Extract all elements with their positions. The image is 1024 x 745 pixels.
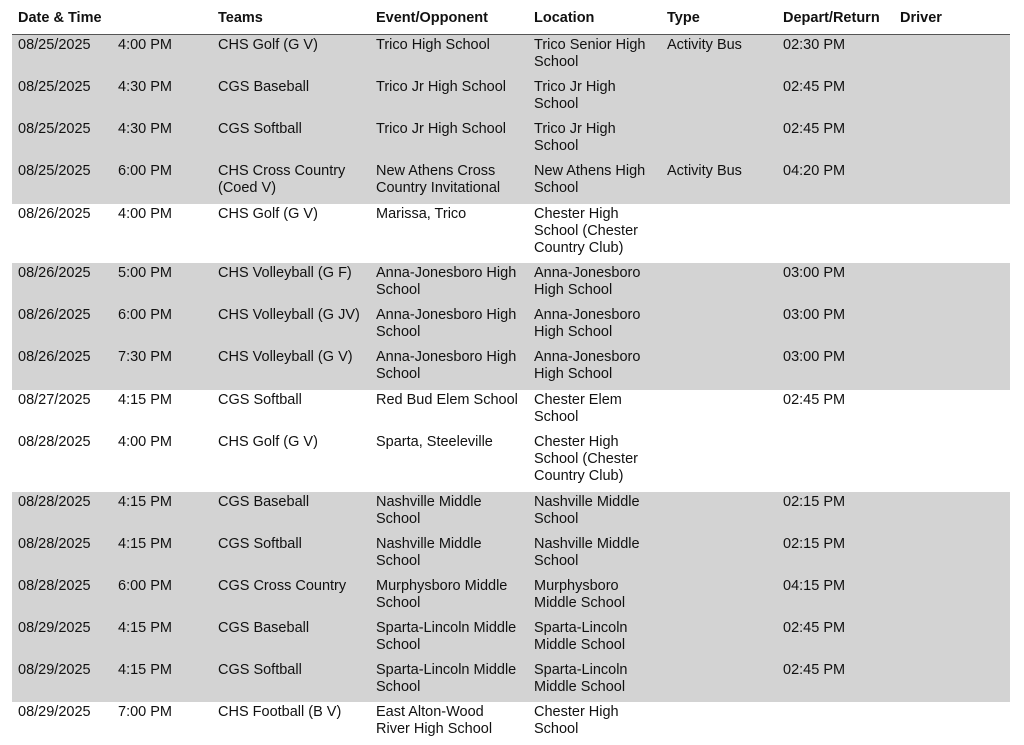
cell-event: Nashville Middle School — [376, 536, 482, 569]
cell-type: Activity Bus — [667, 163, 742, 179]
schedule-table — [12, 4, 1010, 742]
cell-team: CHS Golf (G V) — [218, 37, 318, 53]
cell-location: Chester High School (Chester Country Club) — [534, 434, 638, 484]
cell-location: Murphysboro Middle School — [534, 578, 626, 611]
cell-event: New Athens Cross Country Invitational — [376, 163, 501, 196]
cell-time: 4:00 PM — [118, 37, 172, 53]
cell-depart: 04:15 PM — [783, 578, 846, 594]
cell-time: 4:15 PM — [118, 536, 172, 552]
cell-depart: 02:45 PM — [783, 79, 846, 95]
cell-date: 08/25/2025 — [18, 37, 91, 53]
table-row — [12, 161, 1010, 204]
cell-date: 08/29/2025 — [18, 704, 91, 720]
cell-time: 4:00 PM — [118, 206, 172, 222]
header-location: Location — [534, 10, 595, 26]
cell-team: CHS Volleyball (G V) — [218, 349, 353, 365]
cell-time: 7:30 PM — [118, 349, 172, 365]
header-teams: Teams — [218, 10, 263, 26]
table-row — [12, 390, 1010, 432]
cell-event: Red Bud Elem School — [376, 392, 518, 408]
cell-event: Sparta-Lincoln Middle School — [376, 620, 517, 653]
cell-depart: 04:20 PM — [783, 163, 846, 179]
cell-date: 08/25/2025 — [18, 79, 91, 95]
cell-date: 08/28/2025 — [18, 536, 91, 552]
cell-event: Trico Jr High School — [376, 79, 507, 95]
table-row — [12, 119, 1010, 161]
cell-time: 4:00 PM — [118, 434, 172, 450]
cell-depart: 02:45 PM — [783, 392, 846, 408]
cell-event: Trico High School — [376, 37, 490, 53]
cell-time: 4:30 PM — [118, 79, 172, 95]
header-depart-return: Depart/Return — [783, 10, 880, 26]
cell-event: Sparta-Lincoln Middle School — [376, 662, 517, 695]
cell-time: 6:00 PM — [118, 307, 172, 323]
cell-location: Chester Elem School — [534, 392, 622, 425]
table-row — [12, 347, 1010, 390]
table-row — [12, 204, 1010, 263]
table-row — [12, 576, 1010, 618]
cell-time: 6:00 PM — [118, 578, 172, 594]
cell-location: Sparta-Lincoln Middle School — [534, 662, 628, 695]
cell-time: 7:00 PM — [118, 704, 172, 720]
cell-event: Anna-Jonesboro High School — [376, 265, 517, 298]
header-date-time: Date & Time — [18, 10, 102, 26]
header-driver: Driver — [900, 10, 942, 26]
cell-time: 4:15 PM — [118, 494, 172, 510]
cell-depart: 02:15 PM — [783, 494, 846, 510]
cell-team: CGS Softball — [218, 536, 302, 552]
cell-team: CHS Volleyball (G JV) — [218, 307, 360, 323]
cell-date: 08/28/2025 — [18, 578, 91, 594]
table-row — [12, 618, 1010, 660]
cell-team: CHS Volleyball (G F) — [218, 265, 352, 281]
cell-location: Anna-Jonesboro High School — [534, 307, 641, 340]
cell-location: Trico Senior High School — [534, 37, 646, 70]
cell-location: New Athens High School — [534, 163, 646, 196]
table-row — [12, 534, 1010, 576]
table-row — [12, 432, 1010, 492]
cell-date: 08/25/2025 — [18, 163, 91, 179]
cell-event: Murphysboro Middle School — [376, 578, 508, 611]
cell-date: 08/27/2025 — [18, 392, 91, 408]
cell-depart: 02:30 PM — [783, 37, 846, 53]
cell-team: CHS Golf (G V) — [218, 434, 318, 450]
cell-depart: 02:45 PM — [783, 121, 846, 137]
table-row — [12, 305, 1010, 347]
cell-event: Anna-Jonesboro High School — [376, 349, 517, 382]
table-header — [12, 4, 1010, 35]
table-row — [12, 263, 1010, 305]
cell-team: CGS Baseball — [218, 620, 310, 636]
table-row — [12, 702, 1010, 742]
cell-team: CGS Softball — [218, 662, 302, 678]
cell-time: 4:30 PM — [118, 121, 172, 137]
cell-date: 08/26/2025 — [18, 349, 91, 365]
cell-location: Anna-Jonesboro High School — [534, 349, 641, 382]
cell-date: 08/28/2025 — [18, 434, 91, 450]
cell-location: Nashville Middle School — [534, 494, 640, 527]
table-row — [12, 660, 1010, 702]
cell-team: CGS Baseball — [218, 79, 310, 95]
cell-time: 6:00 PM — [118, 163, 172, 179]
cell-time: 4:15 PM — [118, 620, 172, 636]
cell-event: Trico Jr High School — [376, 121, 507, 137]
cell-location: Anna-Jonesboro High School — [534, 265, 641, 298]
table-row — [12, 492, 1010, 534]
table-row — [12, 77, 1010, 119]
cell-team: CHS Golf (G V) — [218, 206, 318, 222]
cell-depart: 03:00 PM — [783, 307, 846, 323]
cell-depart: 02:15 PM — [783, 536, 846, 552]
cell-team: CGS Softball — [218, 121, 302, 137]
cell-team: CGS Cross Country — [218, 578, 347, 594]
cell-depart: 02:45 PM — [783, 620, 846, 636]
cell-event: Anna-Jonesboro High School — [376, 307, 517, 340]
cell-date: 08/26/2025 — [18, 307, 91, 323]
cell-event: Nashville Middle School — [376, 494, 482, 527]
cell-date: 08/28/2025 — [18, 494, 91, 510]
cell-date: 08/29/2025 — [18, 662, 91, 678]
cell-location: Chester High School (Chester Country Club) — [534, 206, 638, 256]
header-event: Event/Opponent — [376, 10, 488, 26]
cell-event: Marissa, Trico — [376, 206, 467, 222]
cell-time: 4:15 PM — [118, 392, 172, 408]
cell-event: Sparta, Steeleville — [376, 434, 493, 450]
cell-location: Nashville Middle School — [534, 536, 640, 569]
table-row — [12, 35, 1010, 77]
cell-location: Trico Jr High School — [534, 121, 616, 154]
cell-team: CGS Baseball — [218, 494, 310, 510]
cell-time: 4:15 PM — [118, 662, 172, 678]
cell-event: East Alton-Wood River High School — [376, 704, 493, 737]
cell-team: CHS Cross Country (Coed V) — [218, 163, 346, 196]
cell-date: 08/29/2025 — [18, 620, 91, 636]
cell-location: Sparta-Lincoln Middle School — [534, 620, 628, 653]
cell-location: Chester High School — [534, 704, 619, 737]
header-type: Type — [667, 10, 700, 26]
cell-depart: 03:00 PM — [783, 265, 846, 281]
cell-depart: 02:45 PM — [783, 662, 846, 678]
cell-date: 08/26/2025 — [18, 206, 91, 222]
cell-team: CHS Football (B V) — [218, 704, 342, 720]
cell-time: 5:00 PM — [118, 265, 172, 281]
cell-date: 08/26/2025 — [18, 265, 91, 281]
cell-date: 08/25/2025 — [18, 121, 91, 137]
cell-type: Activity Bus — [667, 37, 742, 53]
cell-depart: 03:00 PM — [783, 349, 846, 365]
cell-team: CGS Softball — [218, 392, 302, 408]
cell-location: Trico Jr High School — [534, 79, 616, 112]
